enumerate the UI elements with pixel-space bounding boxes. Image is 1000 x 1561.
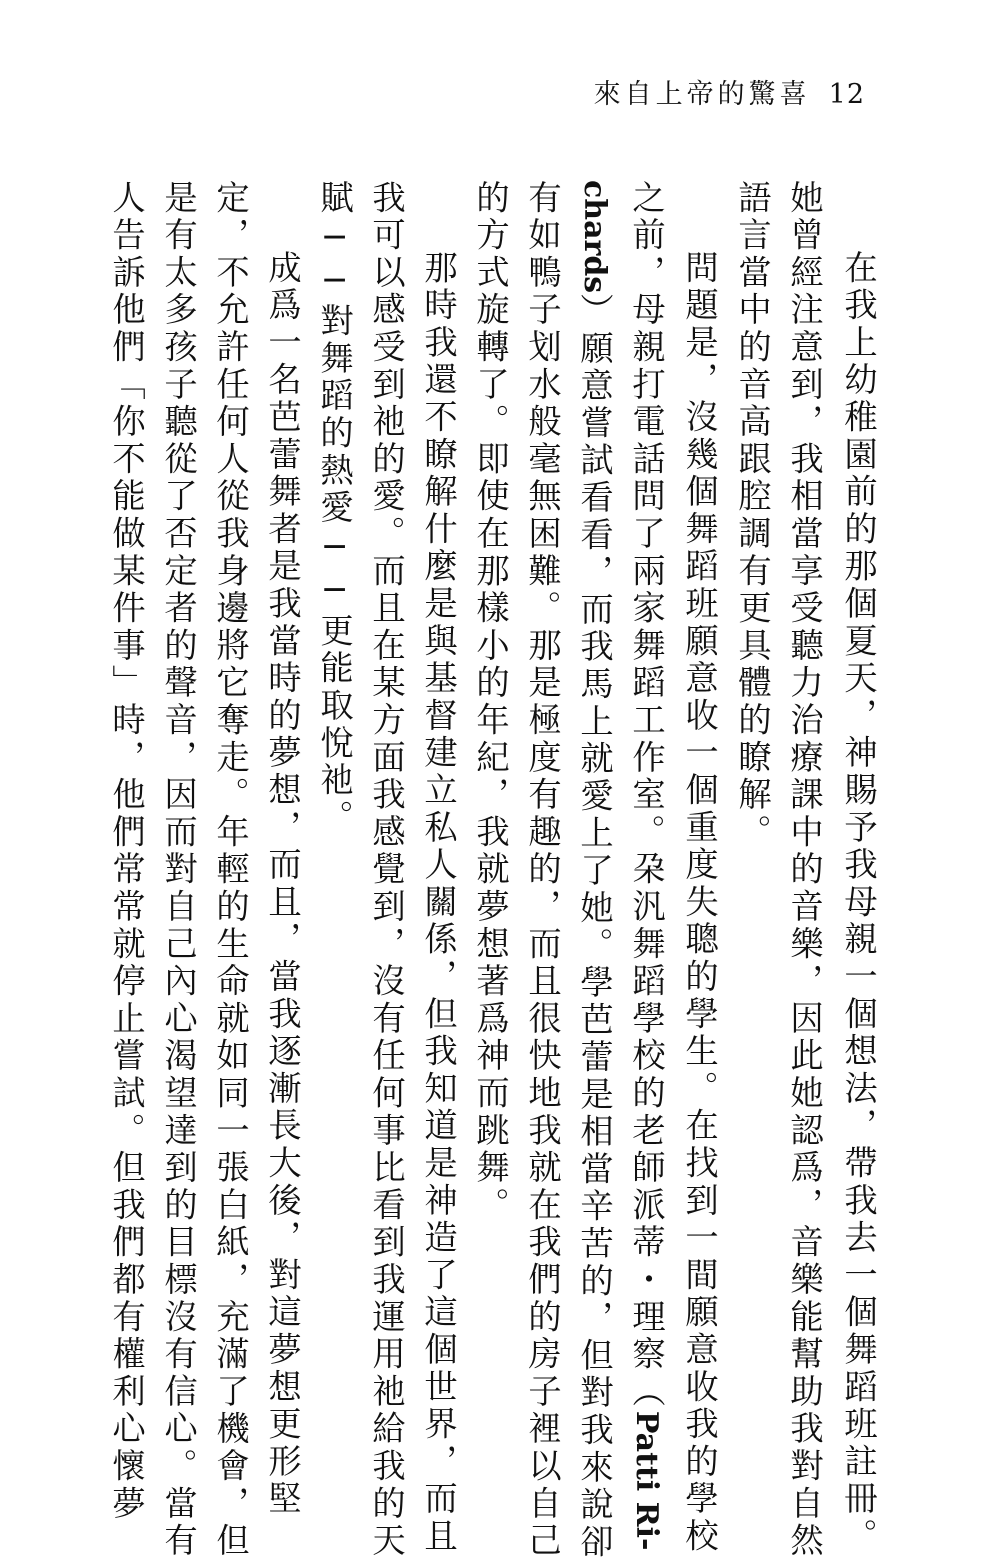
text-column-8: 的方式旋轉了。即使在那樣小的年紀，我就夢想著爲神而跳舞。 — [471, 180, 510, 1225]
text-column-11: 賦──對舞蹈的熱愛──更能取悅祂。 — [315, 180, 354, 837]
column-6-cjk: ）願意嘗試看看，而我馬上就愛上了她。學芭蕾是相當辛苦的，但對我來說卻 — [575, 293, 614, 1561]
page-number: 12 — [828, 79, 865, 110]
running-header — [594, 72, 865, 111]
text-column-3: 語言當中的音高跟腔調有更具體的瞭解。 — [733, 180, 772, 852]
text-column-1: 在我上幼稚園前的那個夏天，神賜予我母親一個想法，帶我去一個舞蹈班註冊。 — [839, 250, 878, 1556]
text-column-2: 她曾經注意到，我相當享受聽力治療課中的音樂，因此她認爲，音樂能幫助我對自然 — [785, 180, 824, 1561]
column-5-latin: Patti Ri- — [629, 1410, 664, 1551]
text-column-7: 有如鴨子划水般毫無困難。那是極度有趣的，而且很快地我就在我們的房子裡以自己 — [523, 180, 562, 1561]
text-column-10: 我可以感受到祂的愛。而且在某方面我感覺到，沒有任何事比看到我運用祂給我的天 — [367, 180, 406, 1561]
text-column-14: 是有太多孩子聽從了否定者的聲音，因而對自己內心渴望達到的目標沒有信心。當有 — [159, 180, 198, 1561]
text-column-9: 那時我還不瞭解什麼是與基督建立私人關係，但我知道是神造了這個世界，而且 — [419, 250, 458, 1556]
header-title: 來自上帝的驚喜 — [593, 79, 811, 110]
column-5-cjk: 之前，母親打電話問了兩家舞蹈工作室。朶汎舞蹈學校的老師派蒂・理察（ — [627, 180, 666, 1411]
text-column-4: 問題是，沒幾個舞蹈班願意收一個重度失聰的學生。在找到一間願意收我的學校 — [680, 250, 719, 1556]
text-column-15: 人告訴他們「你不能做某件事」時，他們常常就停止嘗試。但我們都有權利心懷夢 — [107, 180, 146, 1523]
column-6-latin: chards — [577, 180, 612, 294]
text-column-13: 定，不允許任何人從我身邊將它奪走。年輕的生命就如同一張白紙，充滿了機會，但 — [211, 180, 250, 1561]
text-column-6 — [572, 180, 616, 1561]
text-column-12: 成爲一名芭蕾舞者是我當時的夢想，而且，當我逐漸長大後，對這夢想更形堅 — [263, 250, 302, 1519]
text-column-5 — [624, 180, 668, 1551]
